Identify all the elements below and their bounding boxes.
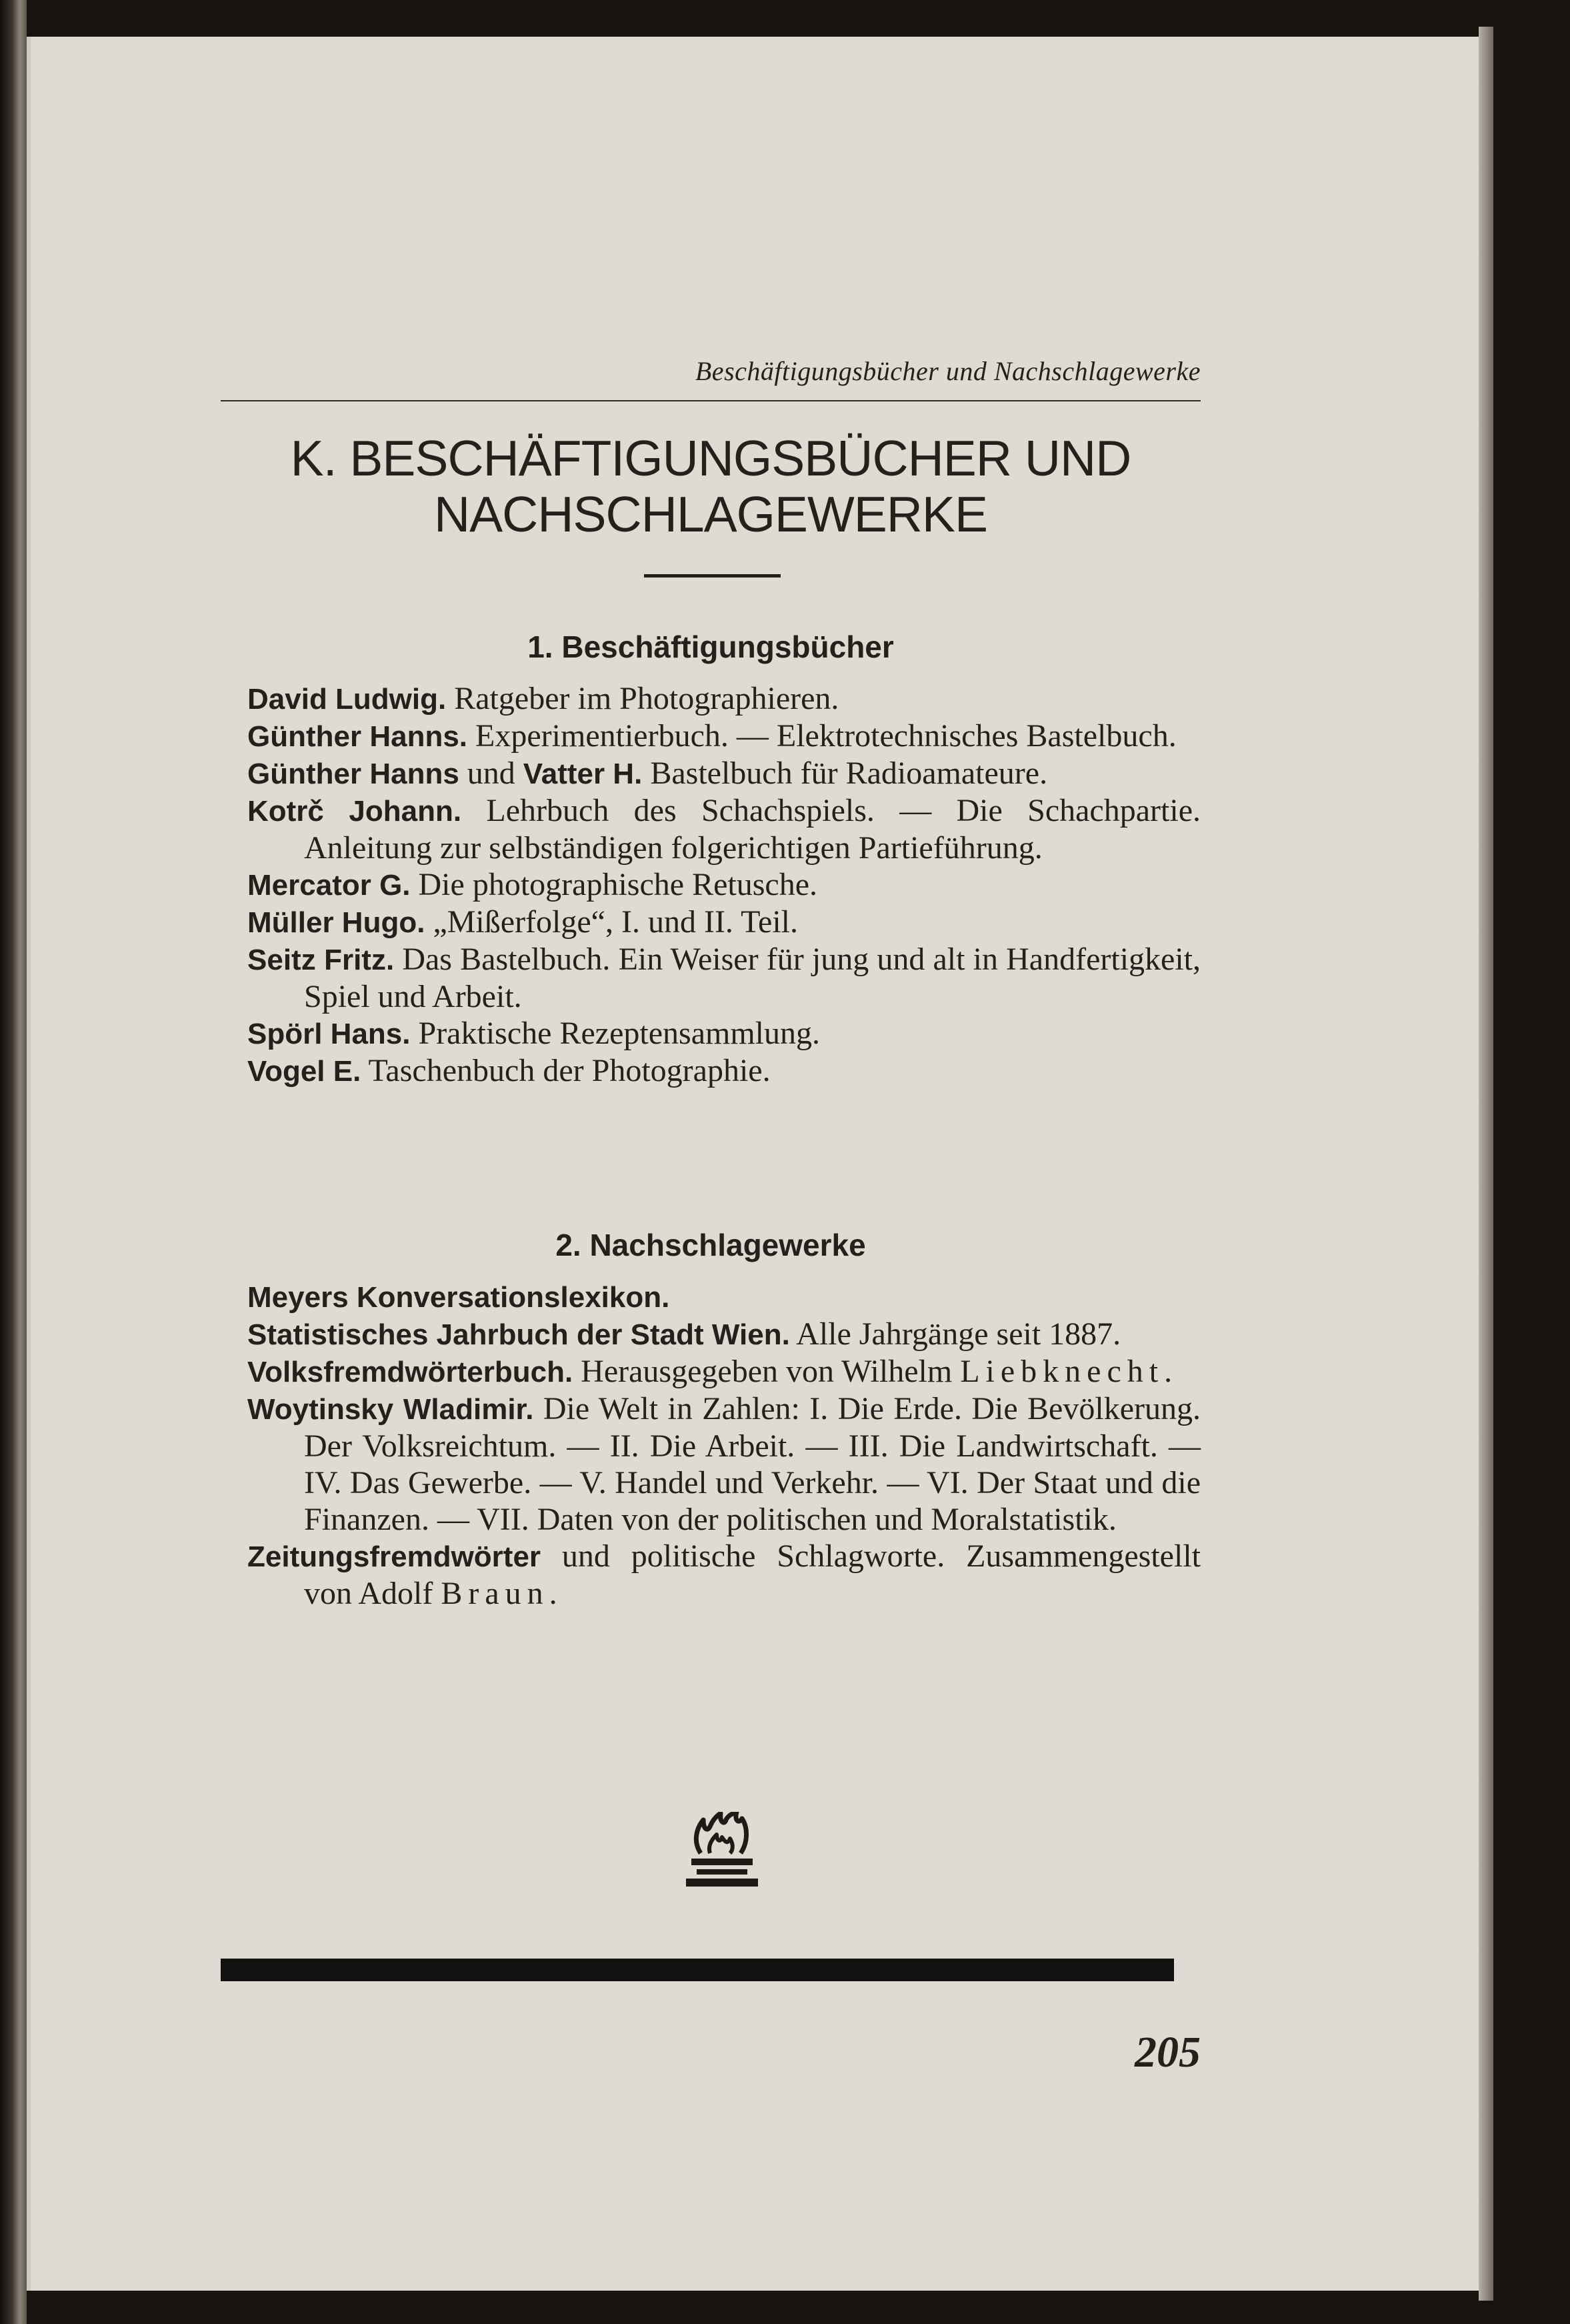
- section-title-nachschlagewerke: 2. Nachschlagewerke: [555, 1228, 866, 1262]
- entry-author-2: Vatter H.: [523, 758, 643, 790]
- entry-author: Günther Hanns.: [247, 720, 468, 753]
- list-item: [247, 941, 1201, 1015]
- entry-author: Meyers Konversationslexikon.: [247, 1281, 670, 1314]
- entry-text: Taschenbuch der Photographie.: [361, 1053, 771, 1088]
- section-2-list: [247, 1278, 1201, 1612]
- list-item: [247, 1538, 1201, 1612]
- title-rule: [644, 574, 781, 577]
- entry-author: Kotrč Johann.: [247, 795, 462, 828]
- entry-text-end: .: [1164, 1354, 1173, 1389]
- flame-emblem-icon: [678, 1812, 765, 1892]
- list-item: [247, 1278, 1201, 1316]
- list-item: [247, 755, 1201, 792]
- entry-author-spaced: Liebknecht: [960, 1354, 1165, 1389]
- entry-text: Bastelbuch für Radioamateure.: [642, 756, 1048, 791]
- entry-text: und politische Schlagworte. Zusammengestellt von Adolf: [304, 1538, 1201, 1611]
- list-item: [247, 1316, 1201, 1353]
- entry-text: Das Bastelbuch. Ein Weiser für jung und alt in Handfertigkeit, Spiel und Arbeit.: [304, 942, 1201, 1014]
- entry-text: Die Welt in Zahlen: I. Die Erde. Die Bevölkerung. Der Volksreichtum. — II. Die Arbeit. — III. Die Landwirtschaft. — IV. Das Gewerbe. — V. Handel und Verkehr. — VI. Der Staat und die Finanzen. — VII. Daten von der politischen und Moralstatistik.: [304, 1391, 1201, 1537]
- list-item: [247, 1015, 1201, 1052]
- page-number: 205: [1135, 2028, 1201, 2077]
- entry-text: Lehrbuch des Schachspiels. — Die Schachpartie. Anleitung zur selbständigen folgerichtigen Partieführung.: [304, 793, 1201, 866]
- running-head: Beschäftigungsbücher und Nachschlagewerke: [695, 356, 1201, 386]
- chapter-title-line-2: NACHSCHLAGEWERKE: [434, 486, 987, 542]
- chapter-title-line-1: K. BESCHÄFTIGUNGSBÜCHER UND: [290, 430, 1131, 486]
- entry-author: Woytinsky Wladimir.: [247, 1393, 534, 1426]
- entry-author: Seitz Fritz.: [247, 944, 395, 976]
- list-item: [247, 680, 1201, 718]
- section-1-list: [247, 680, 1201, 1090]
- header-rule: [221, 400, 1201, 401]
- entry-author: Zeitungsfremdwörter: [247, 1540, 541, 1573]
- entry-author: Spörl Hans.: [247, 1018, 411, 1050]
- entry-connector: und: [459, 756, 523, 791]
- list-item: [247, 1052, 1201, 1090]
- entry-author: Günther Hanns: [247, 758, 459, 790]
- entry-text: Praktische Rezeptensammlung.: [410, 1016, 821, 1051]
- entry-text: „Mißerfolge“, I. und II. Teil.: [425, 904, 799, 940]
- list-item: [247, 1353, 1201, 1390]
- list-item: [247, 718, 1201, 755]
- bottom-rule-bar: [221, 1959, 1174, 1981]
- section-title-beschaeftigungsbuecher: 1. Beschäftigungsbücher: [527, 630, 894, 664]
- book-page: [27, 37, 1487, 2291]
- entry-author: David Ludwig.: [247, 683, 447, 716]
- list-item: [247, 792, 1201, 866]
- book-spine-edge: [0, 0, 27, 2324]
- entry-author-spaced: Braun: [441, 1576, 549, 1611]
- list-item: [247, 866, 1201, 904]
- entry-text: Alle Jahrgänge seit 1887.: [789, 1316, 1121, 1352]
- entry-text: Experimentierbuch. — Elektrotechnisches Bastelbuch.: [467, 718, 1177, 754]
- list-item: [247, 904, 1201, 941]
- list-item: [247, 1390, 1201, 1538]
- entry-text-end: .: [549, 1576, 557, 1611]
- entry-text: Herausgegeben von Wilhelm: [573, 1354, 961, 1389]
- entry-author: Müller Hugo.: [247, 906, 425, 939]
- entry-author: Vogel E.: [247, 1055, 361, 1088]
- entry-text: Ratgeber im Photographieren.: [446, 681, 839, 716]
- entry-author: Mercator G.: [247, 869, 411, 902]
- entry-author: Volksfremdwörterbuch.: [247, 1356, 573, 1388]
- page-right-edge: [1479, 27, 1493, 2301]
- entry-text: Die photographische Retusche.: [410, 867, 818, 902]
- entry-author: Statistisches Jahrbuch der Stadt Wien.: [247, 1318, 790, 1351]
- chapter-title: [221, 430, 1201, 542]
